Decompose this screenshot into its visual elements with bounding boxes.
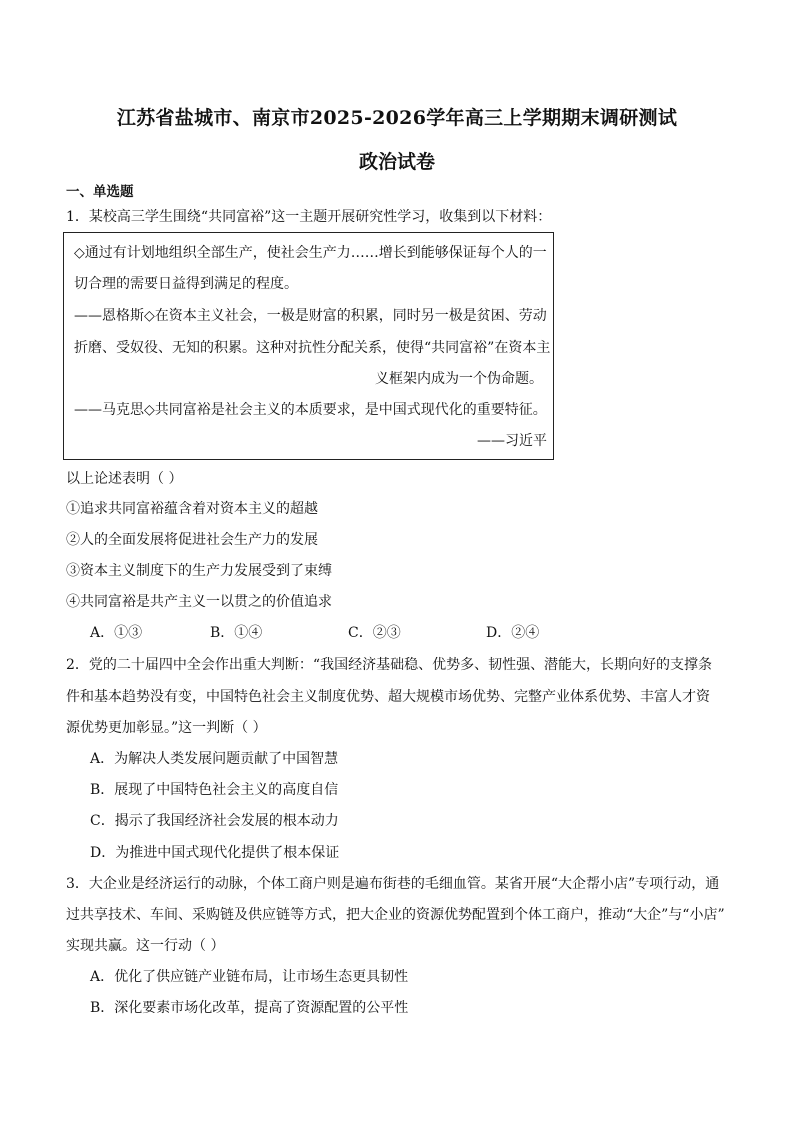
q1-prompt: 以上论述表明（ ） — [66, 471, 183, 487]
exam-title: 江苏省盐城市、南京市2025-2026学年高三上学期期末调研测试 — [116, 107, 678, 129]
q3-stem-line: 过共享技术、车间、采购链及供应链等方式，把大企业的资源优势配置到个体工商户，推动“大企”与“小店” — [66, 907, 725, 923]
q2-option-a: A．为解决人类发展问题贡献了中国智慧 — [90, 751, 339, 767]
q3-stem-line: 实现共赢。这一行动（ ） — [66, 938, 225, 954]
material-line: 义框架内成为一个伪命题。 — [375, 371, 543, 387]
q1-item: ③资本主义制度下的生产力发展受到了束缚 — [66, 563, 332, 579]
material-line: ◇通过有计划地组织全部生产，使社会生产力……增长到能够保证每个人的一 — [74, 245, 547, 261]
q2-stem-line: 件和基本趋势没有变，中国特色社会主义制度优势、超大规模市场优势、完整产业体系优势、丰富人才资 — [66, 689, 710, 705]
q1-item: ①追求共同富裕蕴含着对资本主义的超越 — [66, 501, 318, 517]
q2-option-d: D．为推进中国式现代化提供了根本保证 — [90, 845, 340, 861]
q1-choice-d: D．②④ — [486, 625, 540, 641]
q3-option-a: A．优化了供应链产业链布局，让市场生态更具韧性 — [90, 969, 409, 985]
q2-stem-line: 源优势更加彰显。”这一判断（ ） — [66, 720, 267, 736]
q1-item: ②人的全面发展将促进社会生产力的发展 — [66, 532, 318, 548]
material-line: 折磨、受奴役、无知的积累。这种对抗性分配关系，使得“共同富裕”在资本主 — [74, 340, 551, 356]
exam-subtitle: 政治试卷 — [358, 151, 435, 173]
q1-stem: 1．某校高三学生围绕“共同富裕”这一主题开展研究性学习，收集到以下材料： — [66, 209, 552, 225]
q3-stem-line: 3．大企业是经济运行的动脉，个体工商户则是遍布街巷的毛细血管。某省开展“大企帮小店”专项行动，通 — [66, 876, 720, 892]
q2-stem-line: 2．党的二十届四中全会作出重大判断：“我国经济基础稳、优势多、韧性强、潜能大，长期向好的支撑条 — [66, 657, 713, 673]
material-attribution: ——习近平 — [477, 433, 547, 449]
q1-choice-a: A．①③ — [90, 625, 143, 641]
material-line: 切合理的需要日益得到满足的程度。 — [74, 276, 298, 292]
q3-option-b: B．深化要素市场化改革，提高了资源配置的公平性 — [90, 1000, 409, 1016]
section-heading: 一、单选题 — [66, 184, 134, 200]
q2-option-b: B．展现了中国特色社会主义的高度自信 — [90, 782, 339, 798]
material-line: ——马克思◇共同富裕是社会主义的本质要求，是中国式现代化的重要特征。 — [74, 402, 547, 418]
material-line: ——恩格斯◇在资本主义社会，一极是财富的积累，同时另一极是贫困、劳动 — [74, 308, 547, 324]
q1-item: ④共同富裕是共产主义一以贯之的价值追求 — [66, 594, 332, 610]
q1-choice-c: C．②③ — [348, 625, 401, 641]
q2-option-c: C．揭示了我国经济社会发展的根本动力 — [90, 813, 339, 829]
q1-material-box — [63, 232, 554, 460]
q1-choice-b: B．①④ — [210, 625, 263, 641]
